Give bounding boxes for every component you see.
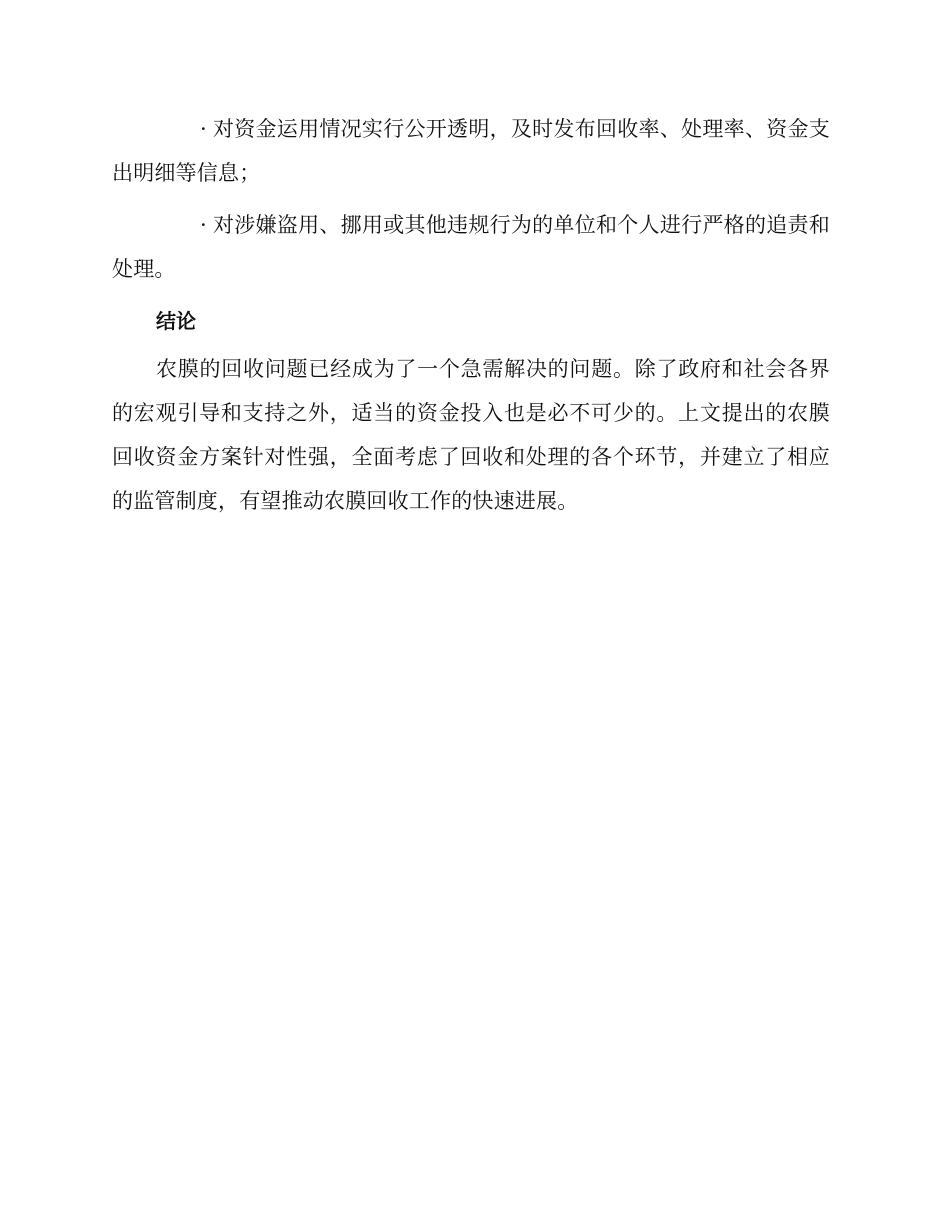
- bullet-item-transparency: [112, 107, 830, 195]
- bullet-marker: ·: [200, 213, 207, 237]
- bullet-marker: ·: [200, 117, 207, 141]
- bullet-text: 对涉嫌盗用、挪用或其他违规行为的单位和个人进行严格的追责和处理。: [112, 213, 830, 281]
- conclusion-heading: 结论: [156, 309, 196, 333]
- bullet-text: 对资金运用情况实行公开透明，及时发布回收率、处理率、资金支出明细等信息；: [112, 117, 830, 185]
- bullet-item-accountability: [112, 203, 830, 291]
- document-page: [112, 107, 830, 523]
- conclusion-paragraph: 农膜的回收问题已经成为了一个急需解决的问题。除了政府和社会各界的宏观引导和支持之外，适当的资金投入也是必不可少的。上文提出的农膜回收资金方案针对性强，全面考虑了回收和处理的各个环节，并建立了相应的监管制度，有望推动农膜回收工作的快速进展。: [112, 357, 830, 513]
